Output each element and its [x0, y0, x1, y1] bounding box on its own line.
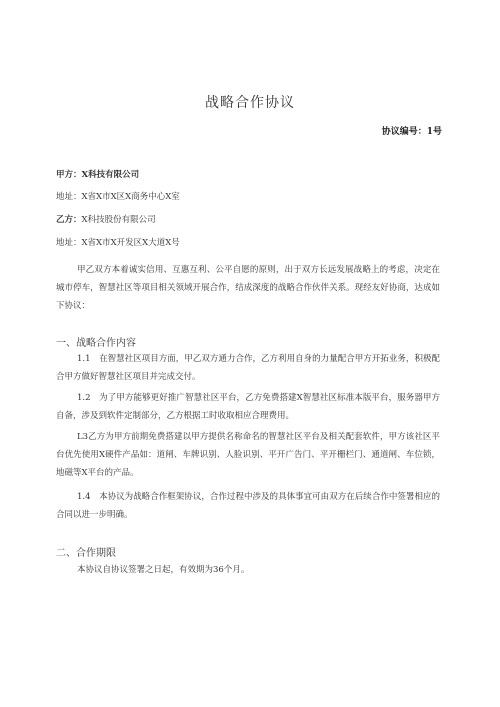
- party-b-address: 地址：X省X市X开发区X大道X号: [56, 238, 180, 248]
- party-b-line: [56, 213, 156, 225]
- clause-1-4: 1.4 本协议为战略合作框架协议，合作过程中涉及的具体事宜可由双方在后续合作中签署相应的合同以进一步明确。: [56, 492, 440, 520]
- clause-1-2: 1.2 为了甲方能够更好推广智慧社区平台，乙方免费搭建X智慧社区标准本版平台，服务器甲方自备，涉及到软件定制部分，乙方根据工时收取相应合理费用。: [56, 393, 440, 421]
- clause-1-3: L3乙方为甲方前期免费搭建以甲方提供名称命名的智慧社区平台及相关配套软件，甲方该社区平台优先使用X硬件产品如：道闸、车牌识别、人脸识别、平开广告门、平开栅栏门、通道闸、车位锁，地磁等X平台的产品。: [56, 432, 440, 478]
- party-a-line: [56, 168, 139, 180]
- intro-paragraph: 甲乙双方本着诚实信用、互惠互利、公平自愿的原则，出于双方长远发展战略上的考虑，决定在城市停车，智慧社区等项目相关领域开展合作，结成深度的战略合作伙伴关系。现经友好协商，达成如下协议：: [56, 265, 440, 311]
- party-b-name: X科技股份有限公司: [81, 215, 156, 225]
- section-2-heading: 二、合作期限: [56, 548, 116, 559]
- party-a-address: 地址：X省X市X区X商务中心X室: [56, 192, 180, 202]
- term-paragraph: 本协议自协议签署之日起，有效期为36个月。: [77, 565, 250, 575]
- party-b-label: 乙方：: [56, 215, 82, 225]
- party-a-name: X科技有限公司: [81, 170, 140, 180]
- party-a-label: 甲方：: [56, 170, 82, 180]
- document-title: 战略合作协议: [205, 95, 295, 111]
- document-number: 协议编号：1号: [381, 127, 442, 137]
- section-1-heading: 一、战略合作内容: [56, 338, 136, 349]
- clause-1-1: 1.1 在智慧社区项目方面，甲乙双方通力合作，乙方利用自身的力量配合甲方开拓业务，积极配合甲方做好智慧社区项目并完成交付。: [56, 354, 440, 382]
